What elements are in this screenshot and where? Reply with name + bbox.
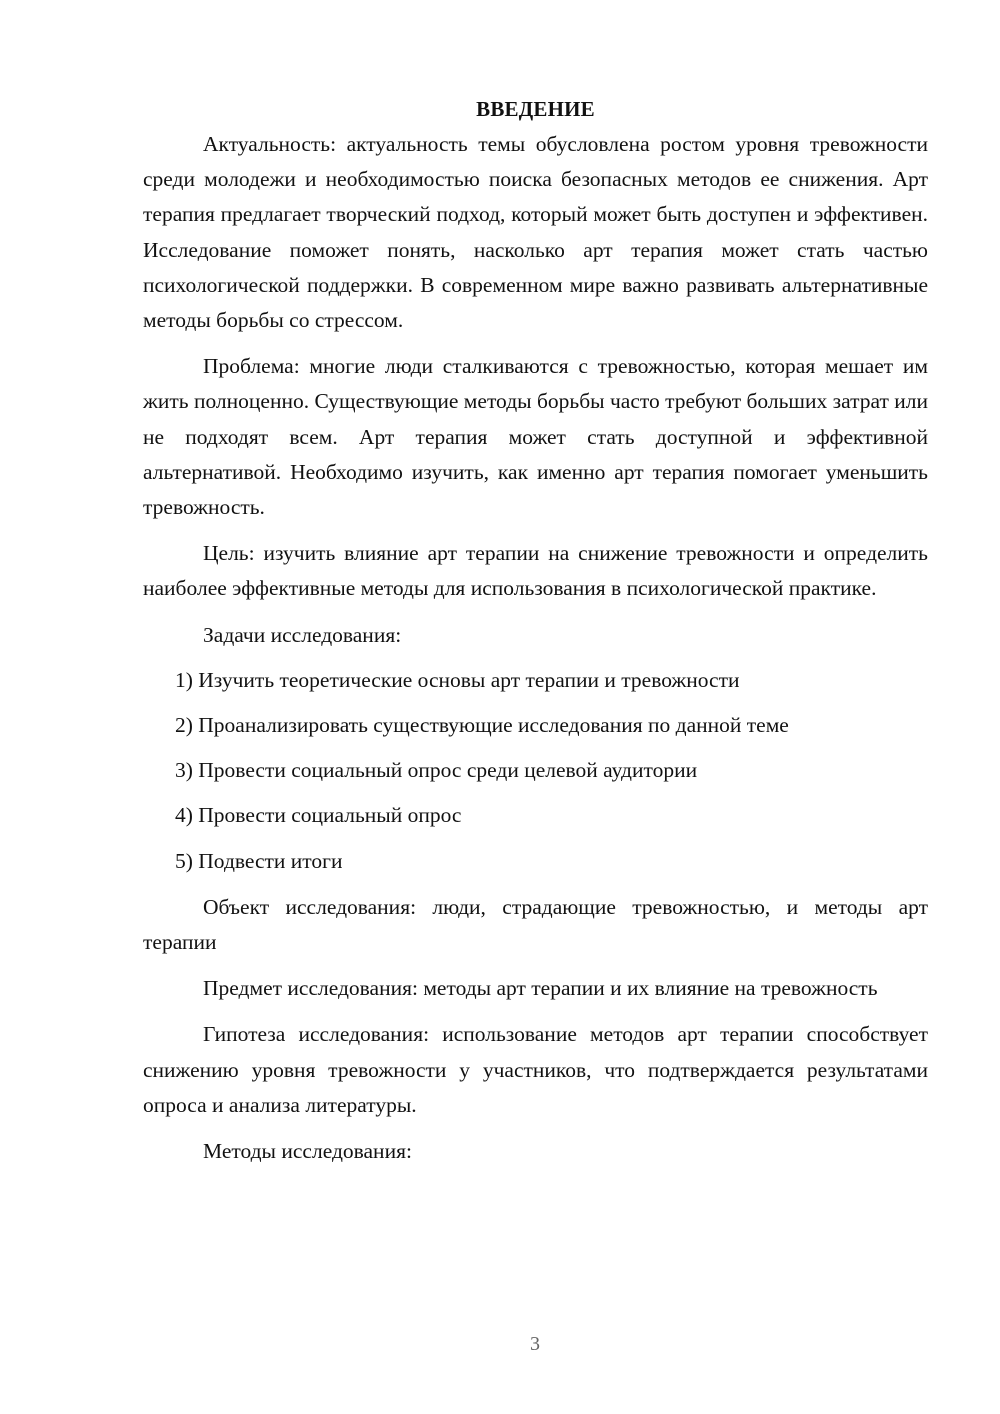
tasks-list: [143, 663, 928, 879]
section-title: ВВЕДЕНИЕ: [476, 97, 595, 121]
page-number: 3: [530, 1333, 540, 1355]
list-item: 1) Изучить теоретические основы арт терапии и тревожности: [175, 667, 740, 692]
page-content: [143, 92, 928, 1169]
goal-paragraph: Цель: изучить влияние арт терапии на снижение тревожности и определить наиболее эффективные методы для использования в психологической практике.: [143, 541, 928, 601]
methods-heading: Методы исследования:: [203, 1139, 412, 1164]
subject-paragraph: Предмет исследования: методы арт терапии и их влияние на тревожность: [203, 976, 878, 1001]
hypothesis-paragraph: Гипотеза исследования: использование методов арт терапии способствует снижению уровня тревожности у участников, что подтверждается результатами опроса и анализа литературы.: [143, 1022, 928, 1117]
list-item: 2) Проанализировать существующие исследования по данной теме: [175, 713, 789, 738]
relevance-paragraph: Актуальность: актуальность темы обусловлена ростом уровня тревожности среди молодежи и необходимостью поиска безопасных методов ее снижения. Арт терапия предлагает творческий подход, который может быть доступен и эффективен. Исследование поможет понять, насколько арт терапия может стать частью психологической поддержки. В современном мире важно развивать альтернативные методы борьбы со стрессом.: [143, 132, 928, 333]
problem-paragraph: Проблема: многие люди сталкиваются с тревожностью, которая мешает им жить полноценно. Существующие методы борьбы часто требуют больших затрат или не подходят всем. Арт терапия может стать доступной и эффективной альтернативой. Необходимо изучить, как именно арт терапия помогает уменьшить тревожность.: [143, 354, 928, 520]
list-item: 3) Провести социальный опрос среди целевой аудитории: [175, 758, 698, 783]
list-item: 5) Подвести итоги: [175, 848, 343, 873]
list-item: 4) Провести социальный опрос: [175, 803, 462, 828]
object-paragraph: Объект исследования: люди, страдающие тревожностью, и методы арт терапии: [143, 894, 928, 955]
tasks-heading: Задачи исследования:: [203, 622, 402, 647]
